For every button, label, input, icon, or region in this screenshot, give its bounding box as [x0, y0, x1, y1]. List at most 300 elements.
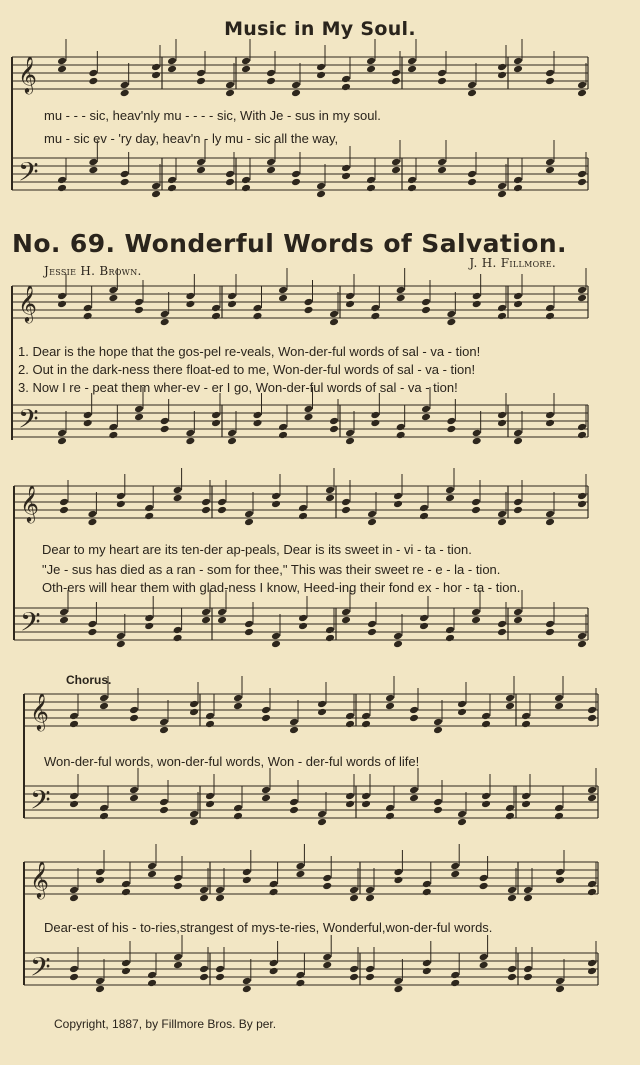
- notehead: [422, 967, 432, 976]
- hymn-number: No. 69.: [12, 229, 116, 258]
- notehead: [345, 792, 355, 801]
- notehead: [367, 628, 377, 637]
- notehead: [241, 176, 251, 185]
- notehead: [316, 190, 326, 199]
- verse-3-line-1: 3. Now I re - peat them wher-ev - er I go, Won-der-ful words of sal - va - tion!: [18, 380, 458, 395]
- notehead: [144, 614, 154, 623]
- notehead: [167, 65, 177, 74]
- notehead: [185, 437, 195, 446]
- clef-icon: 𝄢: [20, 606, 41, 644]
- notehead: [497, 620, 507, 629]
- notehead: [445, 486, 455, 495]
- notehead: [421, 413, 431, 422]
- notehead: [587, 880, 597, 889]
- notehead: [160, 417, 170, 426]
- notehead: [421, 306, 431, 315]
- notehead: [341, 75, 351, 84]
- notehead: [289, 718, 299, 727]
- notehead: [513, 429, 523, 438]
- notehead: [241, 184, 251, 193]
- notehead: [366, 57, 376, 66]
- notehead: [189, 810, 199, 819]
- notehead: [407, 184, 417, 193]
- notehead: [291, 89, 301, 98]
- notehead: [366, 65, 376, 74]
- notehead: [322, 882, 332, 891]
- notehead: [87, 620, 97, 629]
- notehead: [385, 702, 395, 711]
- notehead: [95, 985, 105, 994]
- notehead: [450, 971, 460, 980]
- notehead: [151, 63, 161, 72]
- notehead: [513, 184, 523, 193]
- notehead: [481, 800, 491, 809]
- notehead: [370, 304, 380, 313]
- notehead: [467, 81, 477, 90]
- notehead: [497, 63, 507, 72]
- notehead: [385, 804, 395, 813]
- notehead: [253, 419, 263, 428]
- notehead: [587, 888, 597, 897]
- clef-icon: 𝄞: [18, 284, 37, 322]
- notehead: [211, 304, 221, 313]
- notehead: [244, 620, 254, 629]
- notehead: [393, 492, 403, 501]
- notehead: [271, 492, 281, 501]
- notehead: [513, 176, 523, 185]
- notehead: [521, 712, 531, 721]
- notehead: [367, 620, 377, 629]
- notehead: [555, 868, 565, 877]
- notehead: [472, 429, 482, 438]
- notehead: [278, 423, 288, 432]
- notehead: [108, 423, 118, 432]
- notehead: [215, 973, 225, 982]
- notehead: [173, 874, 183, 883]
- notehead: [291, 81, 301, 90]
- notehead: [317, 810, 327, 819]
- notehead: [545, 518, 555, 527]
- notehead: [329, 310, 339, 319]
- notehead: [393, 876, 403, 885]
- notehead: [304, 298, 314, 307]
- notehead: [69, 886, 79, 895]
- notehead: [83, 304, 93, 313]
- notehead: [577, 178, 587, 187]
- notehead: [196, 69, 206, 78]
- notehead: [211, 419, 221, 428]
- notehead: [481, 712, 491, 721]
- notehead: [341, 616, 351, 625]
- notehead: [433, 718, 443, 727]
- notehead: [471, 506, 481, 515]
- notehead: [366, 184, 376, 193]
- notehead: [134, 298, 144, 307]
- notehead: [69, 720, 79, 729]
- notehead: [147, 979, 157, 988]
- notehead: [261, 786, 271, 795]
- notehead: [227, 429, 237, 438]
- notehead: [471, 608, 481, 617]
- notehead: [69, 712, 79, 721]
- notehead: [69, 973, 79, 982]
- notehead: [555, 985, 565, 994]
- notehead: [421, 405, 431, 414]
- notehead: [545, 77, 555, 86]
- notehead: [545, 312, 555, 321]
- notehead: [185, 300, 195, 309]
- notehead: [121, 888, 131, 897]
- notehead: [409, 786, 419, 795]
- notehead: [225, 89, 235, 98]
- notehead: [147, 971, 157, 980]
- notehead: [396, 431, 406, 440]
- notehead: [467, 170, 477, 179]
- notehead: [471, 498, 481, 507]
- notehead: [577, 286, 587, 295]
- notehead: [521, 720, 531, 729]
- notehead: [467, 89, 477, 98]
- notehead: [225, 81, 235, 90]
- notehead: [304, 405, 314, 414]
- notehead: [365, 965, 375, 974]
- notehead: [322, 874, 332, 883]
- notehead: [577, 294, 587, 303]
- notehead: [189, 708, 199, 717]
- notehead: [349, 965, 359, 974]
- notehead: [513, 608, 523, 617]
- notehead: [199, 973, 209, 982]
- notehead: [467, 178, 477, 187]
- notehead: [513, 616, 523, 625]
- notehead: [497, 510, 507, 519]
- notehead: [295, 979, 305, 988]
- notehead: [159, 718, 169, 727]
- notehead: [278, 431, 288, 440]
- notehead: [349, 886, 359, 895]
- hymn-author: Jessie H. Brown.: [44, 264, 142, 278]
- notehead: [505, 812, 515, 821]
- notehead: [577, 500, 587, 509]
- notehead: [217, 616, 227, 625]
- notehead: [129, 794, 139, 803]
- notehead: [173, 961, 183, 970]
- notehead: [545, 411, 555, 420]
- notehead: [120, 170, 130, 179]
- chorus-label: Chorus.: [66, 673, 112, 687]
- notehead: [261, 714, 271, 723]
- notehead: [322, 961, 332, 970]
- notehead: [196, 166, 206, 175]
- notehead: [391, 166, 401, 175]
- notehead: [116, 640, 126, 649]
- notehead: [242, 868, 252, 877]
- notehead: [497, 518, 507, 527]
- notehead: [437, 166, 447, 175]
- notehead: [555, 977, 565, 986]
- notehead: [147, 870, 157, 879]
- notehead: [545, 620, 555, 629]
- notehead: [587, 967, 597, 976]
- notehead: [233, 694, 243, 703]
- notehead: [253, 411, 263, 420]
- notehead: [507, 973, 517, 982]
- notehead: [365, 894, 375, 903]
- notehead: [577, 492, 587, 501]
- notehead: [545, 166, 555, 175]
- notehead: [211, 312, 221, 321]
- notehead: [345, 712, 355, 721]
- notehead: [329, 425, 339, 434]
- notehead: [167, 57, 177, 66]
- notehead: [59, 616, 69, 625]
- notehead: [83, 419, 93, 428]
- notehead: [587, 786, 597, 795]
- notehead: [159, 806, 169, 815]
- chorus-line-2: Dear-est of his - to-ries,strangest of mys-te-ries, Wonderful,won-der-ful words.: [44, 920, 493, 935]
- notehead: [521, 792, 531, 801]
- notehead: [457, 818, 467, 827]
- clef-icon: 𝄢: [30, 951, 51, 989]
- notehead: [298, 622, 308, 631]
- notehead: [271, 500, 281, 509]
- notehead: [341, 83, 351, 92]
- notehead: [409, 706, 419, 715]
- notehead: [367, 518, 377, 527]
- notehead: [409, 794, 419, 803]
- notehead: [271, 632, 281, 641]
- notehead: [271, 640, 281, 649]
- notehead: [291, 178, 301, 187]
- notehead: [545, 69, 555, 78]
- notehead: [370, 312, 380, 321]
- notehead: [69, 800, 79, 809]
- notehead: [345, 300, 355, 309]
- notehead: [555, 876, 565, 885]
- notehead: [316, 71, 326, 80]
- notehead: [481, 792, 491, 801]
- notehead: [393, 977, 403, 986]
- verse-2-line-1: 2. Out in the dark-ness there float-ed to me, Won-der-ful words of sal - va - tion!: [18, 362, 476, 377]
- chorus-line-1: Won-der-ful words, won-der-ful words, Won - der-ful words of life!: [44, 754, 420, 769]
- notehead: [120, 178, 130, 187]
- notehead: [289, 798, 299, 807]
- notehead: [545, 510, 555, 519]
- notehead: [242, 977, 252, 986]
- notehead: [419, 622, 429, 631]
- notehead: [57, 429, 67, 438]
- notehead: [289, 806, 299, 815]
- notehead: [341, 506, 351, 515]
- notehead: [266, 158, 276, 167]
- notehead: [471, 616, 481, 625]
- notehead: [446, 417, 456, 426]
- hymn-title: Wonderful Words of Salvation.: [124, 229, 567, 258]
- notehead: [513, 506, 523, 515]
- notehead: [278, 294, 288, 303]
- clef-icon: 𝄢: [18, 403, 39, 441]
- notehead: [361, 712, 371, 721]
- notehead: [201, 506, 211, 515]
- notehead: [253, 312, 263, 321]
- clef-icon: 𝄞: [30, 860, 49, 898]
- notehead: [325, 634, 335, 643]
- notehead: [481, 720, 491, 729]
- notehead: [167, 176, 177, 185]
- notehead: [545, 628, 555, 637]
- verse-3-line-2: Oth-ers will hear them with glad-ness I know, Heed-ing their fond ex - hor - ta - tion.: [42, 580, 521, 595]
- previous-hymn-title: Music in My Soul.: [224, 18, 416, 40]
- notehead: [497, 304, 507, 313]
- notehead: [57, 292, 67, 301]
- notehead: [497, 182, 507, 191]
- notehead: [457, 810, 467, 819]
- previous-hymn-lyric-2: mu - sic ev - 'ry day, heav'n - ly mu - sic all the way,: [44, 131, 339, 146]
- notehead: [295, 870, 305, 879]
- notehead: [341, 172, 351, 181]
- notehead: [513, 65, 523, 74]
- notehead: [199, 886, 209, 895]
- notehead: [108, 431, 118, 440]
- notehead: [215, 965, 225, 974]
- notehead: [446, 425, 456, 434]
- notehead: [345, 720, 355, 729]
- notehead: [278, 286, 288, 295]
- notehead: [159, 798, 169, 807]
- notehead: [422, 880, 432, 889]
- notehead: [201, 498, 211, 507]
- notehead: [69, 792, 79, 801]
- notehead: [59, 498, 69, 507]
- notehead: [317, 708, 327, 717]
- notehead: [160, 310, 170, 319]
- notehead: [507, 965, 517, 974]
- notehead: [129, 706, 139, 715]
- notehead: [445, 634, 455, 643]
- notehead: [99, 702, 109, 711]
- notehead: [227, 300, 237, 309]
- notehead: [341, 164, 351, 173]
- notehead: [129, 714, 139, 723]
- notehead: [304, 306, 314, 315]
- notehead: [144, 504, 154, 513]
- notehead: [361, 792, 371, 801]
- notehead: [409, 714, 419, 723]
- notehead: [134, 413, 144, 422]
- notehead: [523, 965, 533, 974]
- notehead: [587, 959, 597, 968]
- notehead: [325, 494, 335, 503]
- notehead: [173, 634, 183, 643]
- notehead: [325, 626, 335, 635]
- clef-icon: 𝄞: [18, 55, 37, 93]
- notehead: [196, 77, 206, 86]
- notehead: [341, 608, 351, 617]
- notehead: [577, 632, 587, 641]
- notehead: [497, 312, 507, 321]
- notehead: [393, 868, 403, 877]
- notehead: [295, 971, 305, 980]
- notehead: [433, 798, 443, 807]
- notehead: [407, 176, 417, 185]
- notehead: [479, 882, 489, 891]
- previous-hymn-lyric-1: mu - - - sic, heav'nly mu - - - - sic, With Je - sus in my soul.: [44, 108, 381, 123]
- notehead: [521, 800, 531, 809]
- notehead: [189, 818, 199, 827]
- notehead: [185, 429, 195, 438]
- notehead: [396, 286, 406, 295]
- notehead: [144, 512, 154, 521]
- notehead: [446, 310, 456, 319]
- notehead: [244, 628, 254, 637]
- notehead: [393, 640, 403, 649]
- notehead: [385, 694, 395, 703]
- notehead: [269, 880, 279, 889]
- notehead: [457, 700, 467, 709]
- notehead: [497, 190, 507, 199]
- notehead: [173, 626, 183, 635]
- notehead: [370, 411, 380, 420]
- notehead: [457, 708, 467, 717]
- notehead: [341, 498, 351, 507]
- notehead: [587, 714, 597, 723]
- notehead: [554, 812, 564, 821]
- notehead: [393, 500, 403, 509]
- notehead: [57, 57, 67, 66]
- notehead: [322, 953, 332, 962]
- notehead: [505, 694, 515, 703]
- notehead: [59, 506, 69, 515]
- notehead: [242, 876, 252, 885]
- notehead: [134, 405, 144, 414]
- notehead: [446, 318, 456, 327]
- notehead: [173, 953, 183, 962]
- notehead: [201, 616, 211, 625]
- notehead: [479, 874, 489, 883]
- notehead: [253, 304, 263, 313]
- notehead: [201, 608, 211, 617]
- notehead: [505, 804, 515, 813]
- notehead: [349, 894, 359, 903]
- verse-1-line-2: Dear to my heart are its ten-der ap-peals, Dear is its sweet in - vi - ta - tion.: [42, 542, 472, 557]
- notehead: [225, 178, 235, 187]
- notehead: [211, 411, 221, 420]
- notehead: [99, 812, 109, 821]
- notehead: [120, 81, 130, 90]
- notehead: [233, 702, 243, 711]
- notehead: [87, 518, 97, 527]
- notehead: [445, 494, 455, 503]
- notehead: [523, 886, 533, 895]
- notehead: [205, 800, 215, 809]
- notehead: [88, 158, 98, 167]
- notehead: [577, 423, 587, 432]
- notehead: [577, 89, 587, 98]
- notehead: [445, 626, 455, 635]
- notehead: [437, 158, 447, 167]
- notehead: [513, 437, 523, 446]
- notehead: [497, 419, 507, 428]
- notehead: [147, 862, 157, 871]
- notehead: [422, 888, 432, 897]
- clef-icon: 𝄢: [30, 784, 51, 822]
- notehead: [497, 411, 507, 420]
- notehead: [120, 89, 130, 98]
- notehead: [144, 622, 154, 631]
- notehead: [396, 423, 406, 432]
- clef-icon: 𝄞: [20, 484, 39, 522]
- notehead: [554, 702, 564, 711]
